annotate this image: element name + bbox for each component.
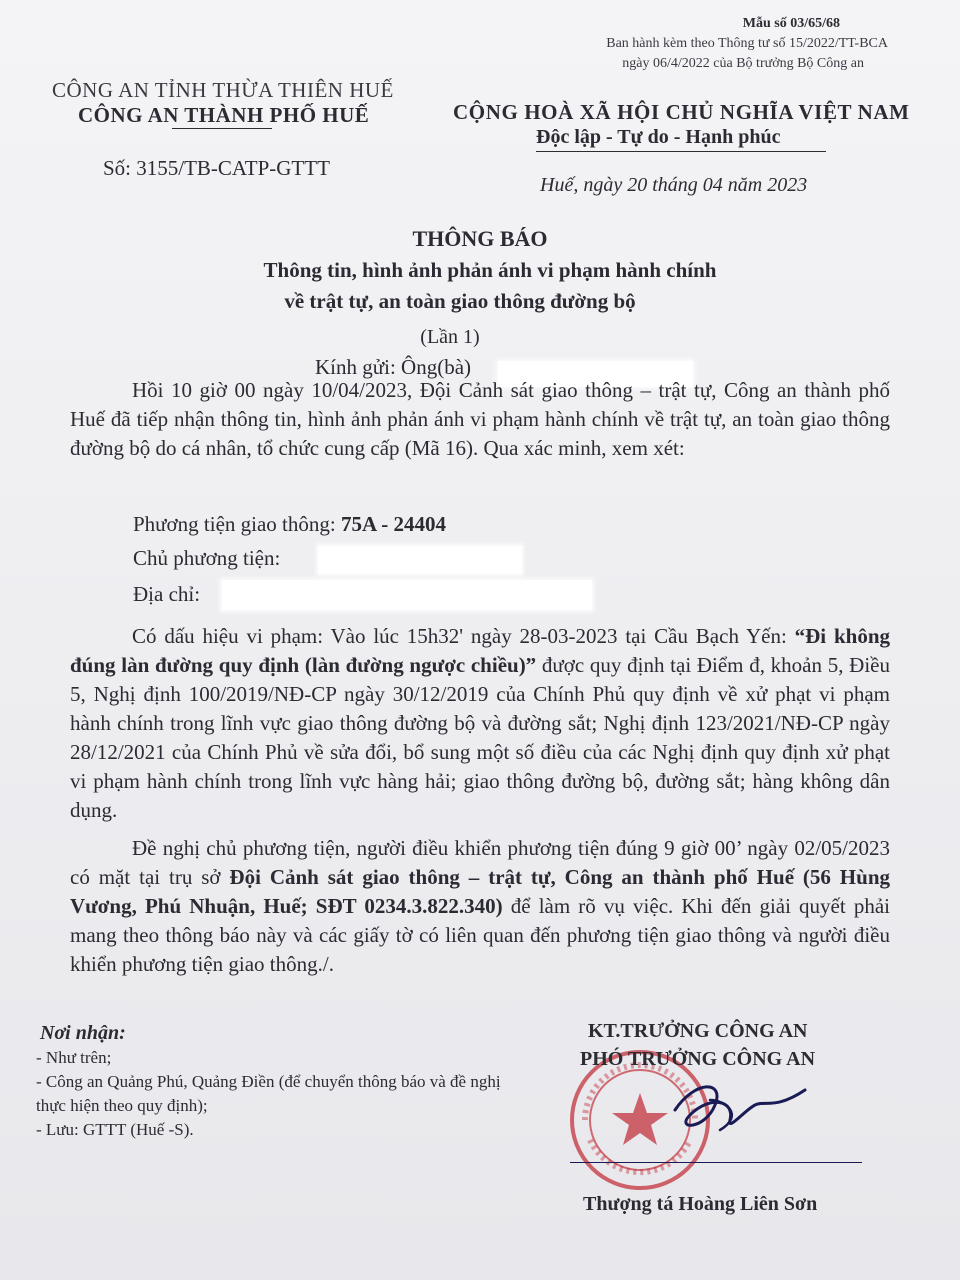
motto: Độc lập - Tự do - Hạnh phúc bbox=[536, 126, 781, 148]
vehicle-field bbox=[133, 512, 446, 537]
violation-description: “Đi không đúng làn đường quy định (làn đường ngược chiều)” bbox=[70, 624, 890, 677]
violation-intro: Có dấu hiệu vi phạm: Vào lúc 15h32' ngày 28-03-2023 tại Cầu Bạch Yến: bbox=[132, 624, 795, 648]
request-place: Đội Cảnh sát giao thông – trật tự, Công an thành phố Huế (56 Hùng Vương, Phú Nhuận, Huế; SĐT 0234.3.822.340) bbox=[70, 865, 891, 918]
doc-number: Số: 3155/TB-CATP-GTTT bbox=[103, 156, 330, 180]
recipients-list bbox=[36, 1046, 506, 1142]
doc-subtitle-line2: về trật tự, an toàn giao thông đường bộ bbox=[284, 289, 636, 313]
signer-name: Thượng tá Hoàng Liên Sơn bbox=[583, 1193, 818, 1215]
org-name: CÔNG AN THÀNH PHỐ HUẾ bbox=[78, 103, 370, 127]
form-issued-line1: Ban hành kèm theo Thông tư số 15/2022/TT-BCA bbox=[606, 36, 888, 51]
recipient-item: - Như trên; bbox=[36, 1048, 112, 1067]
doc-round: (Lần 1) bbox=[420, 326, 480, 348]
recipient-item: - Lưu: GTTT (Huế -S). bbox=[36, 1120, 194, 1139]
owner-label: Chủ phương tiện: bbox=[133, 546, 281, 570]
recipient-item: - Công an Quảng Phú, Quảng Điền (để chuyển thông báo và đề nghị thực hiện theo quy định); bbox=[36, 1072, 501, 1115]
handwritten-signature bbox=[655, 1070, 815, 1150]
form-number: Mẫu số 03/65/68 bbox=[742, 16, 840, 31]
greeting: Kính gửi: Ông(bà) bbox=[315, 355, 472, 379]
request-rest: để làm rõ vụ việc. Khi đến giải quyết phải mang theo thông báo này và các giấy tờ có liên quan đến phương tiện giao thông và người điều khiển phương tiện giao thông./. bbox=[70, 894, 890, 976]
doc-subtitle-line1: Thông tin, hình ảnh phản ánh vi phạm hành chính bbox=[263, 258, 717, 282]
vehicle-plate: 75A - 24404 bbox=[340, 512, 446, 536]
vehicle-label: Phương tiện giao thông: bbox=[133, 512, 341, 536]
redacted-owner bbox=[318, 546, 522, 574]
signature-line bbox=[570, 1162, 862, 1163]
paragraph-request bbox=[70, 834, 890, 979]
doc-title: THÔNG BÁO bbox=[412, 226, 548, 251]
org-underline bbox=[172, 128, 272, 129]
motto-underline bbox=[536, 151, 826, 152]
doc-date: Huế, ngày 20 tháng 04 năm 2023 bbox=[540, 174, 808, 196]
paragraph-receipt-text: Hồi 10 giờ 00 ngày 10/04/2023, Đội Cảnh sát giao thông – trật tự, Công an thành phố Huế đã tiếp nhận thông tin, hình ảnh phản ánh vi phạm hành chính về trật tự, an toàn giao thông đường bộ do cá nhân, tổ chức cung cấp (Mã 16). Qua xác minh, xem xét: bbox=[70, 378, 890, 460]
request-intro: Đề nghị chủ phương tiện, người điều khiển phương tiện đúng 9 giờ 00’ ngày 02/05/2023 có mặt tại trụ sở bbox=[70, 836, 890, 889]
recipients-title: Nơi nhận: bbox=[40, 1022, 126, 1044]
owner-field bbox=[133, 546, 280, 571]
signature-title-line2: PHÓ TRƯỞNG CÔNG AN bbox=[580, 1048, 816, 1070]
signature-title-line1: KT.TRƯỞNG CÔNG AN bbox=[588, 1020, 808, 1042]
address-field bbox=[133, 582, 200, 607]
paragraph-receipt bbox=[70, 376, 890, 463]
violation-legal-basis: được quy định tại Điểm đ, khoản 5, Điều 5, Nghị định 100/2019/NĐ-CP ngày 30/12/2019 của Chính Phủ quy định về xử phạt vi phạm hành chính trong lĩnh vực giao thông đường bộ và đường sắt; Nghị định 123/2021/NĐ-CP ngày 28/12/2021 của Chính Phủ về sửa đổi, bổ sung một số điều của các Nghị định quy định xử phạt vi phạm hành chính trong lĩnh vực hàng hải; giao thông đường bộ, đường sắt; hàng không dân dụng. bbox=[70, 653, 890, 822]
redacted-address bbox=[222, 580, 592, 610]
org-parent: CÔNG AN TỈNH THỪA THIÊN HUẾ bbox=[52, 78, 394, 102]
nation-title: CỘNG HOÀ XÃ HỘI CHỦ NGHĨA VIỆT NAM bbox=[453, 100, 910, 124]
form-issued-line2: ngày 06/4/2022 của Bộ trưởng Bộ Công an bbox=[622, 56, 864, 71]
address-label: Địa chỉ: bbox=[133, 582, 201, 606]
paragraph-violation bbox=[70, 622, 890, 825]
